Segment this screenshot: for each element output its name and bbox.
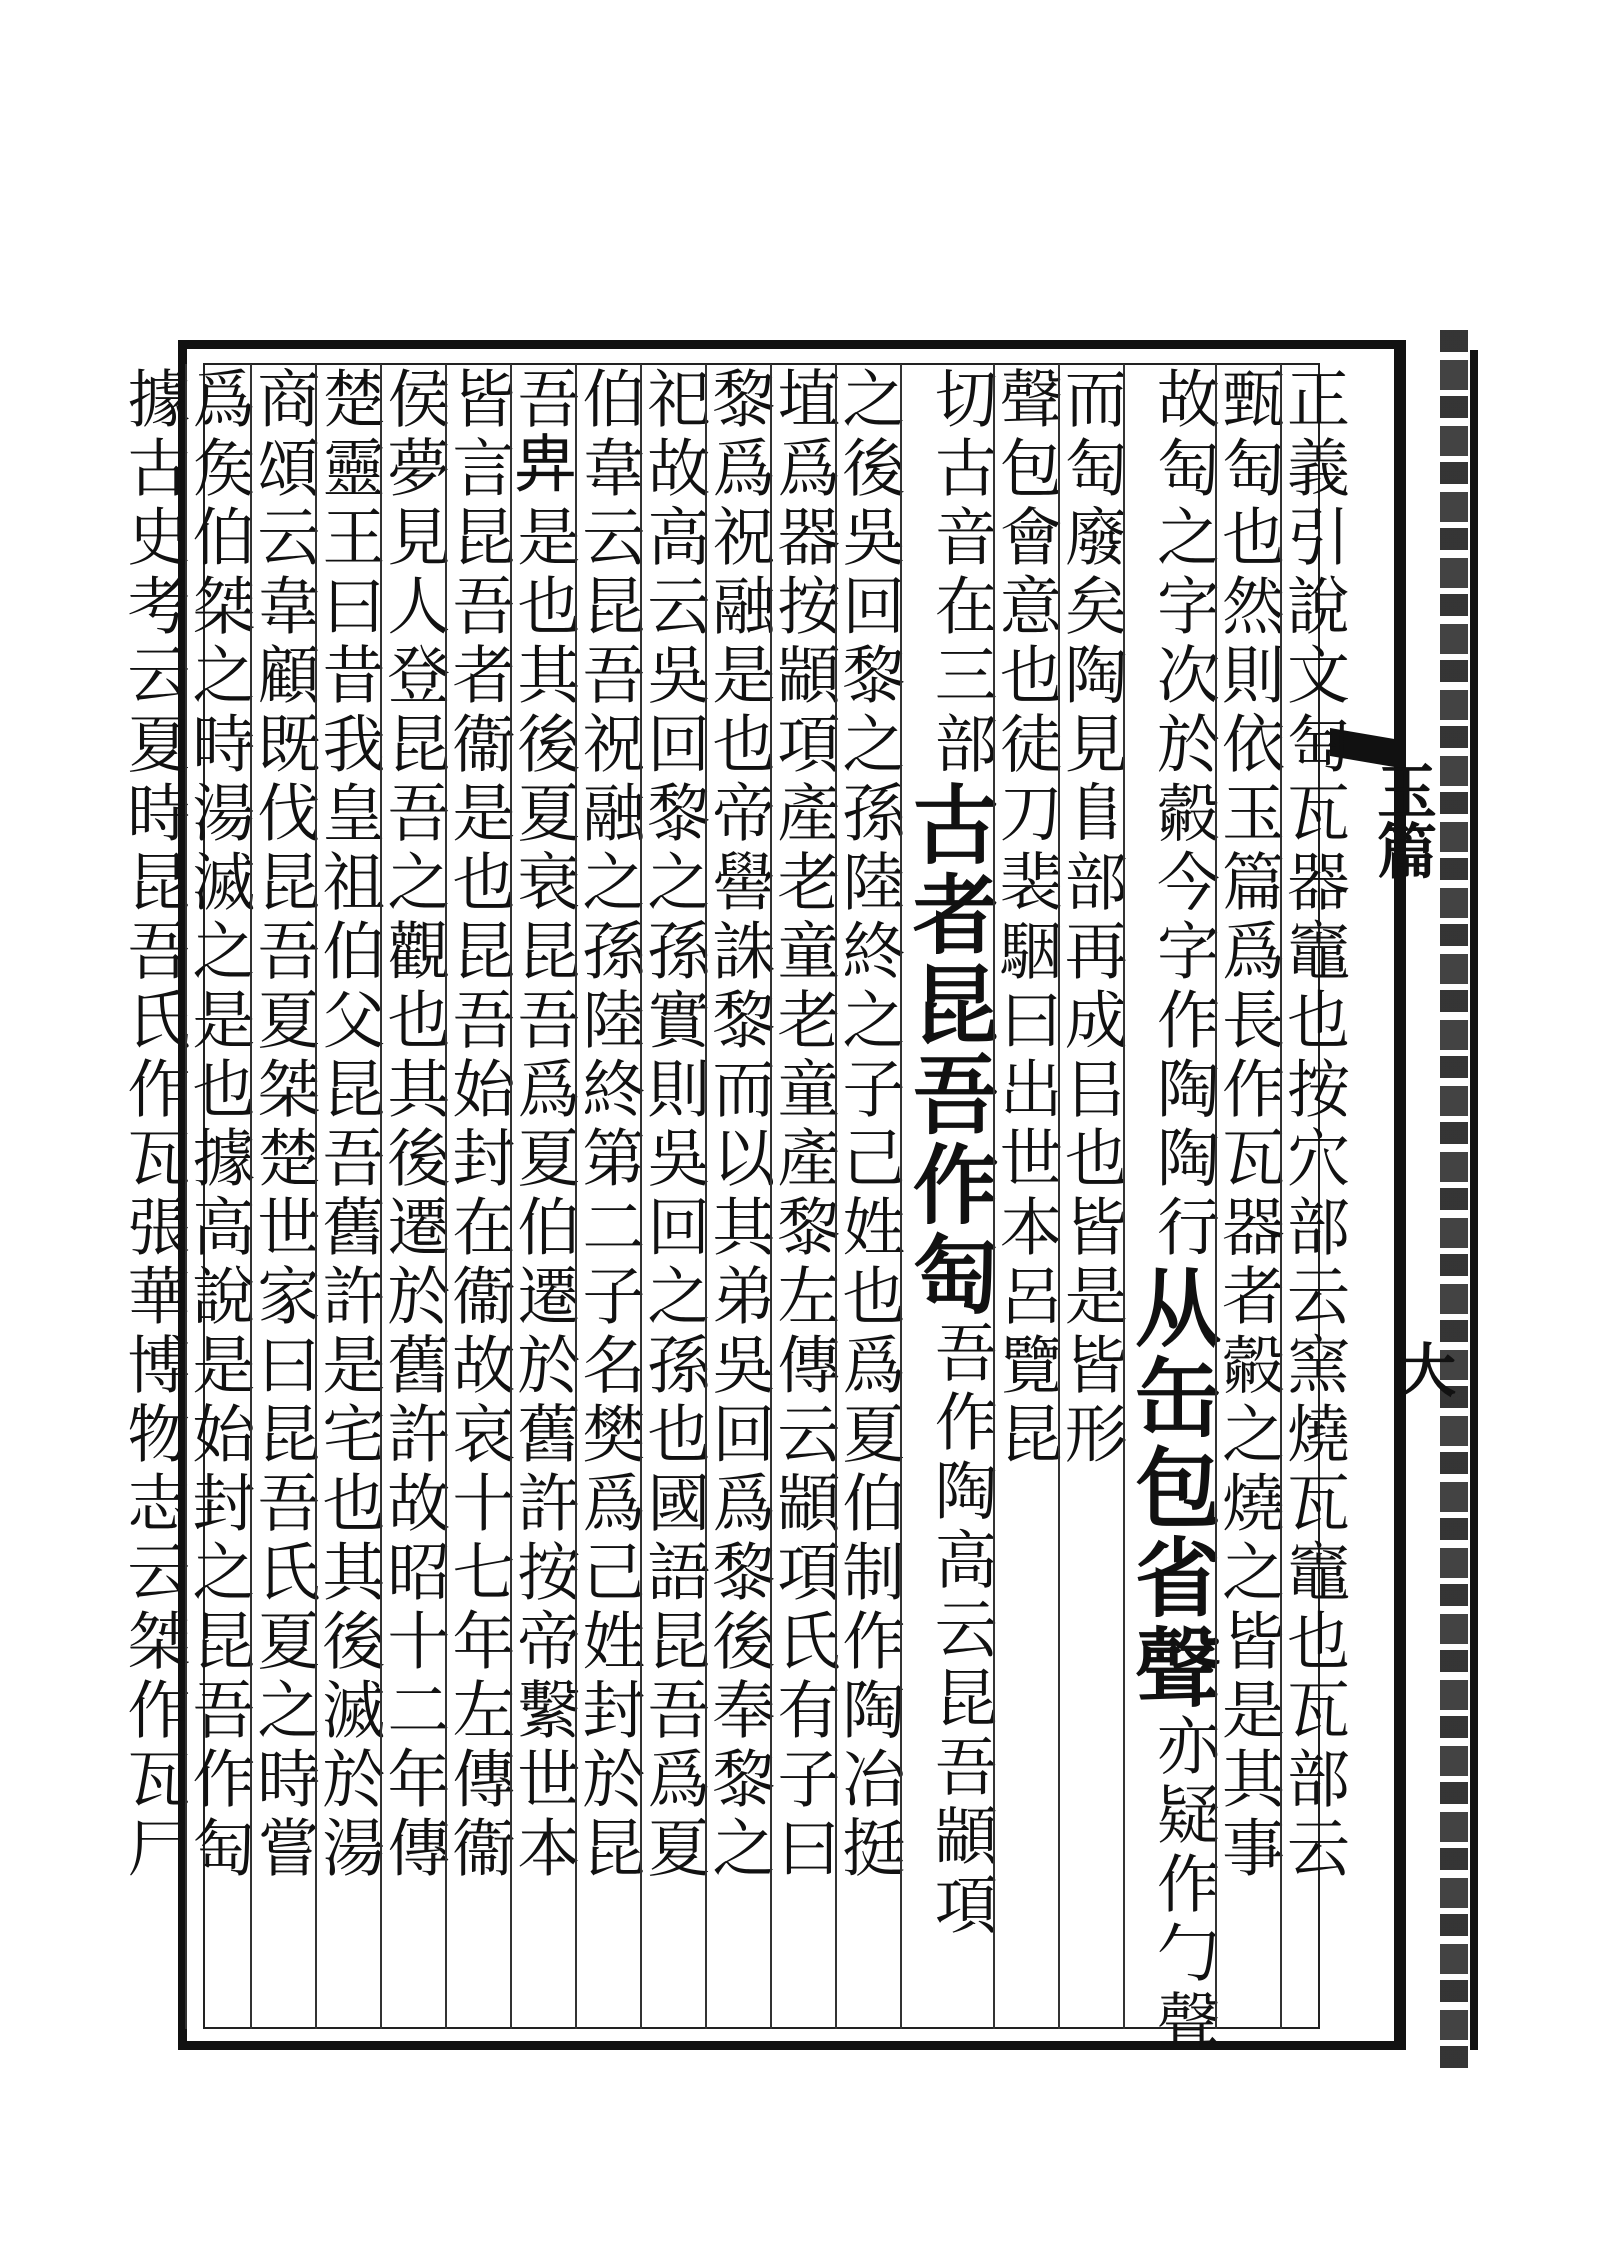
column-text: 侯夢見人登昆吾之觀也其後遷於舊許故昭十二年傳 xyxy=(377,366,451,1884)
column-9 xyxy=(702,364,776,2029)
column-text: 正義引說文匋瓦器竈也按穴部云窯燒瓦竈也瓦部云 xyxy=(1277,366,1350,1884)
main-text-heading: 古者昆吾作匋 xyxy=(897,780,999,1320)
column-text: 之後吳回黎之孫陸終之子己姓也爲夏伯制作陶冶挺 xyxy=(832,366,906,1884)
page-number: 大 xyxy=(1388,1340,1456,1398)
column-text: 據古史考云夏時昆吾氏作瓦張華博物志云桀作瓦尸 xyxy=(117,366,191,1884)
column-text: 吾𢍁是也其後夏衰昆吾爲夏伯遷於舊許按帝繫世本 xyxy=(507,366,581,1884)
column-4 xyxy=(1054,364,1128,2029)
column-12 xyxy=(507,364,581,2029)
column-text: 埴爲器按顓項產老童老童產黎左傳云顓項氏有子曰 xyxy=(767,366,841,1884)
column-15 xyxy=(312,364,386,2029)
column-text: 故匋之字次於㲉今字作陶陶行 xyxy=(1147,366,1220,1263)
column-text: 黎爲祝融是也帝嚳誅黎而以其弟吳回爲黎後奉黎之 xyxy=(702,366,776,1884)
column-18 xyxy=(117,364,191,2029)
column-text: 皆是皆形 xyxy=(1054,1194,1128,1470)
column-14 xyxy=(377,364,451,2029)
column-text: 亦疑作勹聲 xyxy=(1147,1713,1220,2058)
column-7 xyxy=(832,364,906,2029)
column-text: 切古音在三部 xyxy=(924,366,998,780)
column-text: 吾作陶高云昆吾顓項 xyxy=(924,1320,998,1941)
column-10 xyxy=(637,364,711,2029)
column-text: 商頌云韋顧既伐昆吾夏桀楚世家曰昆吾氏夏之時嘗 xyxy=(247,366,321,1884)
column-2 xyxy=(1212,364,1285,2029)
column-1 xyxy=(1277,364,1350,2029)
column-text: 楚靈王曰昔我皇祖伯父昆吾舊許是宅也其後滅於湯 xyxy=(312,366,386,1884)
column-text: 皆言昆吾者衞是也昆吾始封在衞故哀十七年左傳衞 xyxy=(442,366,516,1884)
column-3 xyxy=(1120,364,1221,2058)
running-title: 玉篇 xyxy=(1367,760,1437,880)
main-text-heading: 从缶包省聲 xyxy=(1120,1263,1221,1713)
column-text: 而匋廢矣陶見𨸏部再成㠯也 xyxy=(1054,366,1128,1194)
column-8 xyxy=(767,364,841,2029)
column-16 xyxy=(247,364,321,2029)
damaged-edge xyxy=(1440,330,1468,2070)
column-17 xyxy=(182,364,256,2029)
column-11 xyxy=(572,364,646,2029)
text-columns xyxy=(117,364,1350,2058)
column-text: 祀故高云吳回黎之孫實則吳回之孫也國語昆吾爲夏 xyxy=(637,366,711,1884)
column-text: 甄匋也然則依玉篇爲長作瓦器者㲉之燒之皆是其事 xyxy=(1212,366,1285,1884)
edge-rule xyxy=(1470,350,1478,2050)
column-13 xyxy=(442,364,516,2029)
column-text: 裴駰曰出世本呂覽昆 xyxy=(989,849,1063,1470)
column-5 xyxy=(989,364,1063,2029)
column-text: 聲包會意也徒刀 xyxy=(989,366,1063,849)
column-6 xyxy=(897,364,999,2029)
column-text: 爲矦伯桀之時湯滅之是也據高說是始封之昆吾作匋 xyxy=(182,366,256,1884)
column-text: 伯韋云昆吾祝融之孫陸終第二子名樊爲己姓封於昆 xyxy=(572,366,646,1884)
